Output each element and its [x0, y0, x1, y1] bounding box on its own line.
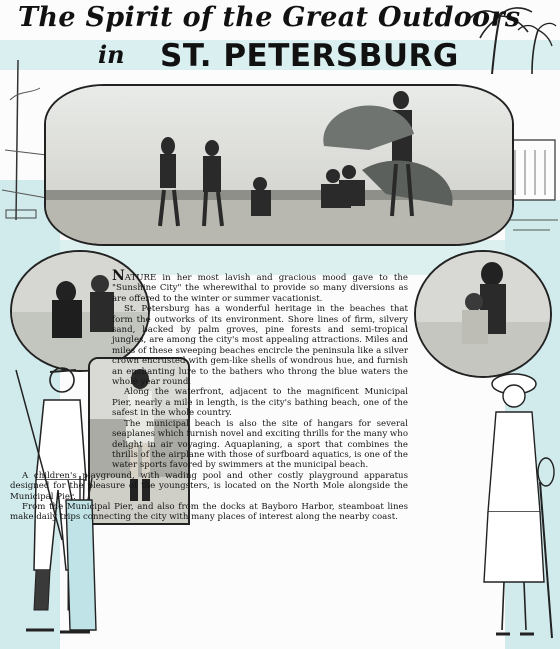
- beach-group-photo: [44, 84, 514, 246]
- page-title: The Spirit of the Great Outdoors: [18, 2, 521, 33]
- lead-caps: ATURE: [124, 273, 157, 283]
- article-paragraph-2: St. Petersburg has a wonderful heritage in the beaches that form the outworks of its environment. Shore lines of firm, silvery sand, backed by palm groves, pine forests and semi-tropical jungles, are among the city's most appealing attractions. Miles and miles of these sweeping beaches encircle the peninsula like a silver crown encrusted with gem-like shells of wondrous hue, and furnish an enchanting lure to the bathers who throng the blue waters the whole year round.: [112, 304, 408, 388]
- article-paragraph-1: [112, 268, 408, 304]
- drop-cap: N: [112, 268, 125, 284]
- city-name: ST. PETERSBURG: [160, 38, 459, 74]
- title-connector: in: [98, 40, 125, 69]
- article-paragraph-6: From the Municipal Pier, and also from the docks at Bayboro Harbor, steamboat lines make daily trips connecting the city with many places of interest along the nearby coast.: [10, 501, 408, 523]
- article-paragraph-4: The municipal beach is also the site of hangars for several seaplanes which furnish novel and exciting thrills for the many who delight in air voyaging. Aquaplaning, a sport that combines the thrills of the airplane with those of surfboard aquatics, is one of the water sports favored by swimmers at the municipal beach.: [112, 418, 408, 471]
- article-body: [10, 268, 408, 523]
- mother-child-oval-photo: [414, 250, 552, 378]
- article-paragraph-5: A children's playground, with wading pool and other costly playground apparatus designed for the pleasure of the youngsters, is located on the North Mole alongside the Municipal Pier.: [10, 470, 408, 502]
- tennis-woman-illustration: [470, 362, 558, 646]
- article-paragraph-3: Along the waterfront, adjacent to the magnificent Municipal Pier, nearly a mile in length, is the city's bathing beach, one of the safest in the whole country.: [112, 387, 408, 419]
- paragraph-1-text: in her most lavish and gracious mood gave to the "Sunshine City" the wherewithal to provide so many diversions as are offered to the winter or summer vacationist.: [112, 273, 408, 304]
